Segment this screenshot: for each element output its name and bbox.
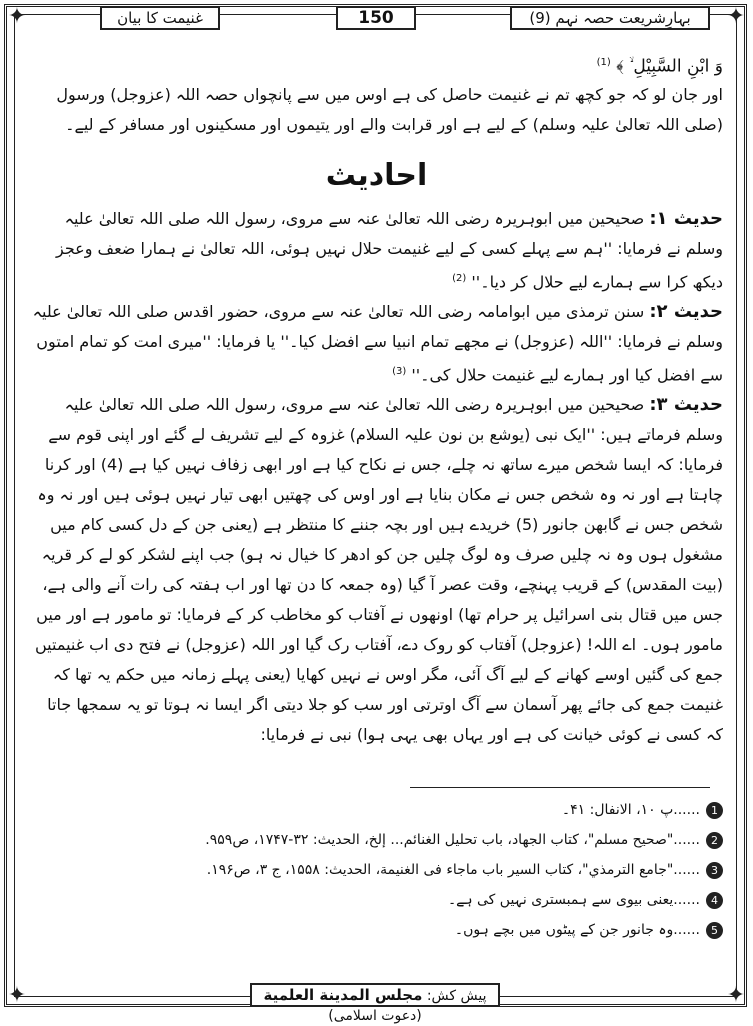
footnote-text: ......وہ جانور جن کے پیٹوں میں بچے ہوں۔	[454, 922, 700, 938]
hadith-label: حدیث ۳:	[649, 394, 723, 416]
footer-title: مجلس المدینة العلمیة	[263, 986, 423, 1004]
footnote-item	[30, 795, 723, 825]
hadith-2	[30, 297, 723, 390]
footnote-item	[30, 855, 723, 885]
footnote-number: 4	[706, 892, 723, 909]
hadith-text: سنن ترمذی میں ابوامامہ رضی اللہ تعالیٰ عنہ سے مروی، حضور اقدس صلی اللہ تعالیٰ علیہ وسلم نے فرمایا: ''اللہ (عزوجل) نے مجھے تمام انبیا سے افضل کیا۔'' یا فرمایا: ''میری امت کو تمام امتوں سے افضل کیا اور ہمارے لیے غنیمت حلال کی۔''	[32, 301, 723, 385]
publisher-footer	[250, 983, 500, 1024]
footnote-ref: (3)	[392, 365, 407, 377]
quran-verse	[30, 50, 723, 80]
page-number: 150	[336, 6, 416, 30]
footnote-ref: (1)	[596, 57, 611, 68]
footnote-item	[30, 885, 723, 915]
chapter-title: غنیمت کا بیان	[100, 6, 220, 30]
corner-ornament-icon: ✦	[726, 983, 746, 1008]
footnote-ref: (2)	[452, 272, 467, 284]
hadith-1	[30, 204, 723, 297]
footnote-text: ......"جامع الترمذي"، کتاب السیر باب ماجاء فی الغنیمة، الحدیث: ۱۵۵۸، ج ۳، ص۱۹۶.	[206, 862, 700, 878]
main-content	[30, 50, 723, 750]
corner-ornament-icon: ✦	[7, 4, 27, 29]
quran-verse-text: وَ ابْنِ السَّبِیْلِ ۙ ﴾	[616, 56, 723, 77]
footnote-text: ......"صحیح مسلم"، کتاب الجهاد، باب تحلیل الغنائم... إلخ، الحدیث: ۳۲-۱۷۴۷، ص۹۵۹.	[205, 832, 700, 848]
book-title: بہارِشریعت حصہ نہم (9)	[510, 6, 710, 30]
footnote-item	[30, 915, 723, 945]
footnote-number: 2	[706, 832, 723, 849]
footnotes	[30, 795, 723, 945]
hadith-label: حدیث ۲:	[649, 300, 723, 322]
footnote-number: 3	[706, 862, 723, 879]
footnote-text: ......یعنی بیوی سے ہمبستری نہیں کی ہے۔	[447, 892, 700, 908]
footer-suffix: (دعوت اسلامی)	[328, 1008, 422, 1024]
corner-ornament-icon: ✦	[7, 983, 27, 1008]
corner-ornament-icon: ✦	[726, 4, 746, 29]
hadith-text: صحیحین میں ابوہریرہ رضی اللہ تعالیٰ عنہ سے مروی، رسول اللہ صلی اللہ تعالیٰ علیہ وسلم نے فرمایا: ''ہم سے پہلے کسی کے لیے غنیمت حلال نہیں ہوئی، اللہ تعالیٰ نے ہمارا ضعف وعجز دیکھ کرا سے ہمارے لیے حلال کر دیا۔''	[55, 208, 723, 291]
intro-paragraph: اور جان لو کہ جو کچھ تم نے غنیمت حاصل کی ہے اوس میں سے پانچواں حصہ اللہ (عزوجل) ورسول (صلی اللہ تعالیٰ علیہ وسلم) کے لیے ہے اور قرابت والے اور یتیموں اور مسکینوں اور مسافر کے لیے۔	[56, 84, 723, 134]
section-heading: احادیث	[325, 157, 428, 193]
hadith-text: صحیحین میں ابوہریرہ رضی اللہ تعالیٰ عنہ سے مروی، رسول اللہ صلی اللہ تعالیٰ علیہ وسلم فرماتے ہیں: ''ایک نبی (یوشع بن نون علیہ السلام) غزوہ کے لیے تشریف لے گئے اور اپنی قوم سے فرمایا: کہ ایسا شخص میرے ساتھ نہ چلے، جس نے نکاح کیا ہے اور ابھی زفاف نہیں کیا ہے (4) اور کرنا چاہتا ہے اور نہ وہ شخص جس نے مکان بنایا ہے اور اوس کی چھتیں ابھی تیار نہیں ہوئی ہیں اور نہ وہ شخص جس نے گابھن جانور (5) خریدے ہیں اور بچہ جننے کا منتظر ہے (یعنی جن کے دل کسی کام میں مشغول ہوں وہ نہ چلیں صرف وہ لوگ چلیں جن کو ادھر کا خیال نہ ہو) جب اپنے لشکر کو لے کر قریہ (بیت المقدس) کے قریب پہنچے، وقت عصر آ گیا (وہ جمعہ کا دن تھا اور اب ہفتہ کی رات آنے والی ہے، جس میں قتال بنی اسرائیل پر حرام تھا) اونھوں نے آفتاب کو مخاطب کر کے فرمایا: تو مامور ہے اور میں مامور ہوں۔ اے اللہ! (عزوجل) آفتاب کو روک دے، آفتاب رک گیا اور اللہ (عزوجل) نے فتح دی اب غنیمتیں جمع کی گئیں اوسے کھانے کے لیے آگ آئی، مگر اوس نے نہیں کھایا (یعنی پہلے زمانہ میں حکم یہ تھا کہ غنیمت جمع کی جائے پھر آسمان سے آگ اوترتی اور سب کو جلا دیتی اگر ایسا نہ ہوتا تو یہ سمجھا جاتا کہ کسی نے کوئی خیانت کی ہے اور یہاں بھی یہی ہوا) نبی نے فرمایا:	[34, 395, 723, 745]
footnote-number: 5	[706, 922, 723, 939]
footnote-divider	[410, 787, 710, 788]
footnote-item	[30, 825, 723, 855]
hadith-3	[30, 390, 723, 750]
hadith-label: حدیث ۱:	[649, 207, 723, 229]
footer-prefix: پیش کش:	[426, 988, 487, 1004]
footnote-number: 1	[706, 802, 723, 819]
footnote-text: ......پ ۱۰، الانفال: ۴۱۔	[561, 802, 700, 818]
